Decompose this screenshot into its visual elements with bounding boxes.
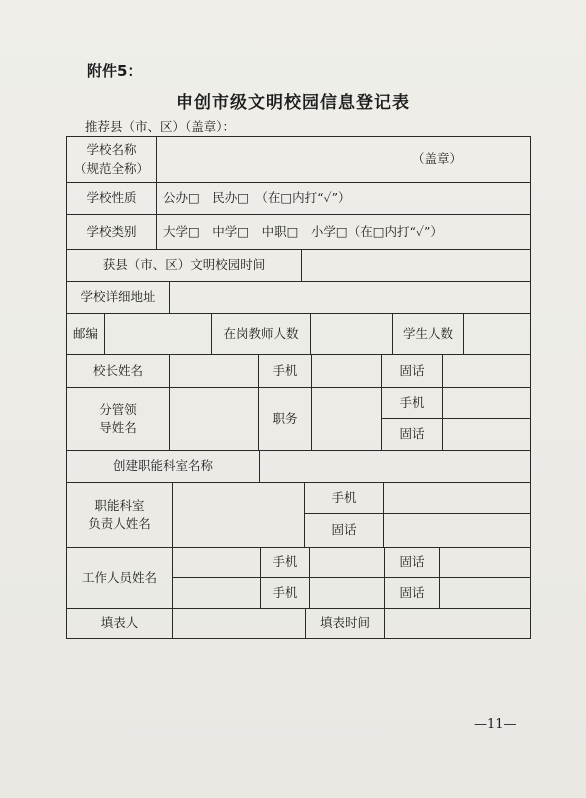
student-count-label: 学生人数: [392, 313, 464, 355]
school-name-label-line2: （规范全称）: [73, 160, 149, 176]
staff-landline-field-1[interactable]: [439, 547, 531, 578]
leader-mobile-label: 手机: [381, 387, 443, 419]
school-type-options[interactable]: 大学□ 中学□ 中职□ 小学□（在□内打“✓”）: [156, 214, 531, 250]
fill-time-label: 填表时间: [305, 608, 385, 639]
staff-landline-label-2: 固话: [384, 577, 440, 609]
staff-landline-label-1: 固话: [384, 547, 440, 578]
seal-note: （盖章）: [411, 151, 462, 167]
address-label: 学校详细地址: [66, 281, 170, 314]
principal-landline-label: 固话: [381, 354, 443, 388]
county-award-time-label: 获县（市、区）文明校园时间: [66, 249, 302, 282]
dept-head-name-field[interactable]: [172, 482, 305, 548]
leader-landline-label: 固话: [381, 418, 443, 451]
leader-mobile-field[interactable]: [442, 387, 531, 419]
teacher-count-label: 在岗教师人数: [211, 313, 311, 355]
dept-head-label-line1: 职能科室: [94, 497, 145, 513]
dept-head-mobile-label: 手机: [304, 482, 384, 514]
county-award-time-field[interactable]: [301, 249, 531, 282]
leader-label-line2: 导姓名: [99, 420, 137, 435]
staff-mobile-field-1[interactable]: [309, 547, 385, 578]
principal-mobile-field[interactable]: [311, 354, 382, 388]
leader-label-line1: 分管领: [99, 401, 137, 417]
dept-head-mobile-field[interactable]: [383, 482, 531, 514]
staff-mobile-field-2[interactable]: [309, 577, 385, 609]
staff-name-field-1[interactable]: [172, 547, 261, 578]
page-number: —11—: [474, 717, 517, 732]
staff-mobile-label-1: 手机: [260, 547, 310, 578]
school-name-field[interactable]: [156, 136, 531, 183]
dept-name-field[interactable]: [259, 450, 531, 483]
attachment-label: 附件5：: [87, 62, 143, 80]
staff-label: 工作人员姓名: [66, 547, 173, 609]
leader-position-field[interactable]: [311, 387, 382, 451]
school-nature-label: 学校性质: [66, 182, 157, 215]
page-title: 申创市级文明校园信息登记表: [176, 93, 410, 113]
principal-landline-field[interactable]: [442, 354, 531, 388]
principal-label: 校长姓名: [66, 354, 170, 388]
school-name-label: [66, 136, 157, 183]
address-field[interactable]: [169, 281, 531, 314]
filler-label: 填表人: [66, 608, 173, 639]
dept-head-label: [66, 482, 173, 548]
staff-landline-field-2[interactable]: [439, 577, 531, 609]
dept-head-label-line2: 负责人姓名: [88, 516, 151, 531]
dept-head-landline-label: 固话: [304, 513, 384, 548]
fill-time-field[interactable]: [384, 608, 531, 639]
staff-mobile-label-2: 手机: [260, 577, 310, 609]
dept-name-label: 创建职能科室名称: [66, 450, 260, 483]
school-name-label-line1: 学校名称: [86, 142, 137, 158]
principal-name-field[interactable]: [169, 354, 259, 388]
leader-label: [66, 387, 170, 451]
postcode-field[interactable]: [104, 313, 212, 355]
postcode-label: 邮编: [66, 313, 105, 355]
recommend-county-line: 推荐县（市、区）（盖章）：: [85, 119, 236, 134]
staff-name-field-2[interactable]: [172, 577, 261, 609]
leader-position-label: 职务: [258, 387, 312, 451]
leader-landline-field[interactable]: [442, 418, 531, 451]
principal-mobile-label: 手机: [258, 354, 312, 388]
filler-field[interactable]: [172, 608, 306, 639]
teacher-count-field[interactable]: [310, 313, 393, 355]
leader-name-field[interactable]: [169, 387, 259, 451]
dept-head-landline-field[interactable]: [383, 513, 531, 548]
school-nature-options[interactable]: 公办□ 民办□ （在□内打“✓”）: [156, 182, 531, 215]
student-count-field[interactable]: [463, 313, 531, 355]
school-type-label: 学校类别: [66, 214, 157, 250]
